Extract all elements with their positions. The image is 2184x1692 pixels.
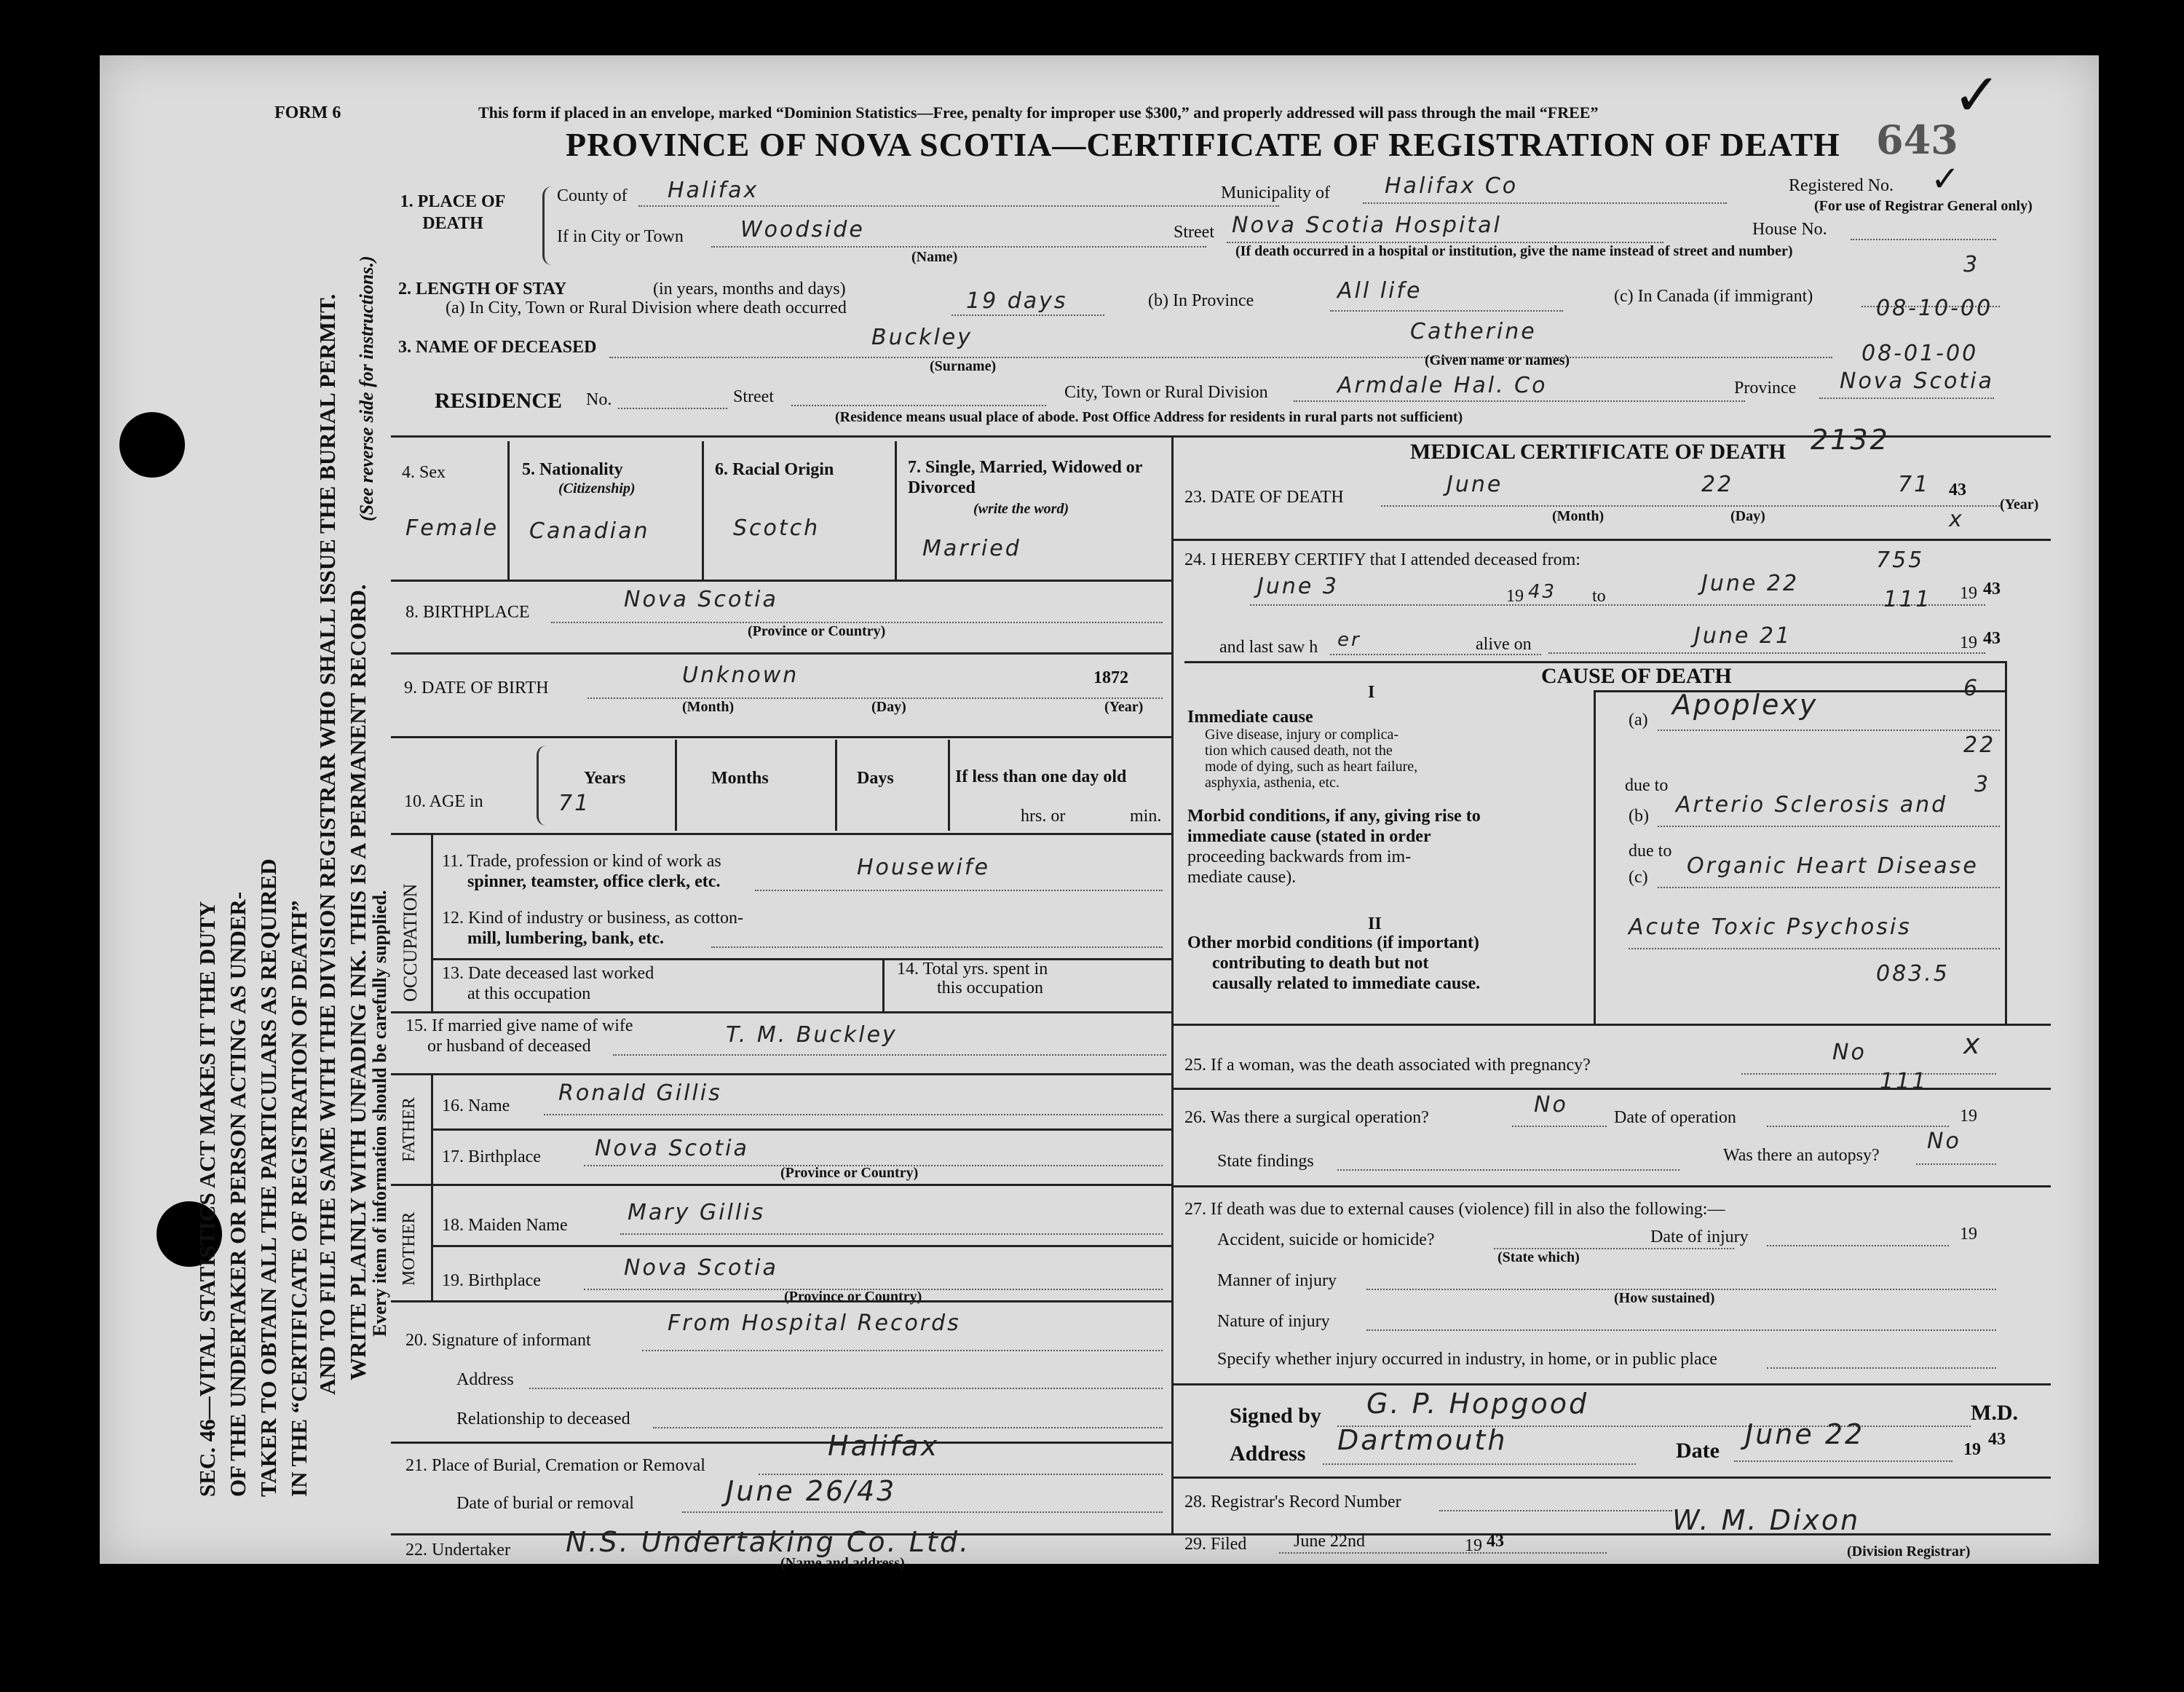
residence-province-label: Province [1734, 379, 1797, 398]
check-mark: ✓ [1952, 61, 2002, 129]
death-x-mark: x [1949, 507, 1964, 532]
cause-a-label: (a) [1629, 711, 1648, 730]
father-birthplace-value: Nova Scotia [595, 1136, 749, 1161]
other-morbid-label-1: Other morbid conditions (if important) [1187, 933, 1479, 952]
code-083-5: 083.5 [1876, 961, 1950, 987]
informant-relationship-label: Relationship to deceased [456, 1410, 630, 1428]
informant-value: From Hospital Records [668, 1310, 961, 1336]
attended-to-label: to [1592, 587, 1606, 606]
age-years-label: Years [584, 769, 626, 788]
cause-heading: CAUSE OF DEATH [1541, 664, 1732, 688]
death-day-note: (Day) [1730, 508, 1765, 524]
signed-by-label: Signed by [1230, 1404, 1321, 1428]
city-name-note: (Name) [911, 249, 958, 265]
length-of-stay-note: (in years, months and days) [653, 280, 846, 299]
racial-origin-label: 6. Racial Origin [715, 460, 834, 479]
q27-label: 27. If death was due to external causes (violence) fill in also the following:— [1184, 1200, 1725, 1219]
marital-label: 7. Single, Married, Widowed or Divorced [908, 458, 1143, 497]
last-saw-label: and last saw h [1219, 638, 1318, 657]
immediate-note-3: mode of dying, such as heart failure, [1205, 759, 1418, 775]
undertaker-label: 22. Undertaker [405, 1541, 510, 1559]
q26-autopsy-label: Was there an autopsy? [1723, 1146, 1880, 1165]
spouse-value: T. M. Buckley [726, 1022, 898, 1048]
spouse-label-b: or husband of deceased [427, 1037, 591, 1056]
attended-to-19: 19 [1960, 584, 1977, 603]
side-text-4: IN THE “CERTIFICATE OF REGISTRATION OF DEATH” [286, 900, 312, 1497]
signed-md: M.D. [1971, 1401, 2018, 1425]
side-text-7: Every item of information should be carefully supplied. [369, 890, 390, 1337]
q26-state-label: State findings [1217, 1152, 1314, 1171]
last-saw-pronoun: er [1337, 629, 1361, 651]
other-morbid-label-3: causally related to immediate cause. [1212, 974, 1481, 993]
stay-city-value: 19 days [966, 288, 1068, 314]
q27-manner-label: Manner of injury [1217, 1271, 1337, 1290]
stay-province-label: (b) In Province [1148, 291, 1254, 310]
sex-label: 4. Sex [402, 463, 446, 482]
mother-birthplace-note: (Province or Country) [784, 1289, 922, 1305]
immediate-note-1: Give disease, injury or complica- [1205, 727, 1399, 743]
numeral-1: I [1368, 683, 1375, 702]
father-name-value: Ronald Gillis [558, 1080, 722, 1106]
house-no-label: House No. [1752, 220, 1827, 239]
postal-notice: This form if placed in an envelope, marked “Dominion Statistics—Free, penalty for improper use $300,” and properly addressed will pass through the mail “FREE” [478, 103, 1599, 122]
q27-nature-label: Nature of injury [1217, 1312, 1330, 1331]
q26-value: No [1534, 1092, 1568, 1118]
registered-no-label: Registered No. [1789, 176, 1894, 195]
attended-to-value: June 22 [1701, 571, 1800, 596]
stay-province-value: All life [1337, 278, 1423, 304]
marital-value: Married [922, 536, 1021, 561]
street-value: Nova Scotia Hospital [1232, 213, 1502, 238]
code-22: 22 [1963, 732, 1996, 758]
registrar-note: (For use of Registrar General only) [1814, 198, 2033, 214]
signature-date-label: Date [1676, 1439, 1720, 1463]
q27-specify-label: Specify whether injury occurred in industry, in home, or in public place [1217, 1350, 1717, 1369]
side-text-5: AND TO FILE THE SAME WITH THE DIVISION REGISTRAR WHO SHALL ISSUE THE BURIAL PERMIT. [314, 293, 340, 1395]
numeral-2: II [1368, 914, 1382, 933]
age-label: 10. AGE in [404, 792, 483, 811]
mother-maiden-value: Mary Gillis [628, 1200, 766, 1225]
age-min-label: min. [1130, 807, 1162, 826]
last-saw-year: 43 [1983, 629, 2001, 648]
immediate-cause-label: Immediate cause [1187, 708, 1313, 727]
registrar-record-label: 28. Registrar's Record Number [1184, 1493, 1401, 1511]
code-6: 6 [1963, 676, 1980, 701]
racial-origin-value: Scotch [733, 515, 820, 541]
dob-year-note: (Year) [1104, 699, 1144, 715]
mother-side-label: MOTHER [400, 1211, 419, 1286]
informant-address-label: Address [456, 1370, 514, 1389]
code-3-cause: 3 [1974, 772, 1991, 797]
side-text-8: (See reverse side for instructions.) [356, 256, 377, 521]
signed-by-value: G. P. Hopgood [1366, 1388, 1589, 1420]
dob-year-value: 1872 [1093, 668, 1128, 687]
filed-year: 43 [1487, 1532, 1504, 1551]
county-value: Halifax [668, 178, 759, 203]
birthplace-label: 8. BIRTHPLACE [405, 603, 530, 622]
alive-on-label: alive on [1476, 635, 1532, 654]
marital-note: (write the word) [973, 501, 1069, 517]
age-hrs-label: hrs. or [1021, 807, 1066, 826]
occupation-side-label: OCCUPATION [400, 883, 421, 1002]
county-label: County of [557, 186, 628, 205]
length-of-stay-label: 2. LENGTH OF STAY [398, 280, 567, 299]
code-2132: 2132 [1811, 424, 1890, 456]
q14-label-a: 14. Total yrs. spent in [897, 960, 1048, 979]
residence-street-label: Street [733, 387, 774, 406]
birthplace-value: Nova Scotia [624, 587, 778, 612]
residence-label: RESIDENCE [435, 389, 563, 413]
signature-address-label: Address [1230, 1442, 1306, 1466]
immediate-note-2: tion which caused death, not the [1205, 743, 1393, 759]
code-755: 755 [1876, 547, 1925, 573]
filed-19: 19 [1465, 1536, 1482, 1555]
morbid-label-1: Morbid conditions, if any, giving rise to [1187, 807, 1481, 826]
burial-place-value: Halifax [828, 1430, 940, 1462]
q26-date-label: Date of operation [1614, 1108, 1736, 1127]
stay-city-label: (a) In City, Town or Rural Division where death occurred [446, 299, 847, 317]
municipality-value: Halifax Co [1385, 173, 1519, 199]
signature-date-value: June 22 [1745, 1418, 1865, 1450]
attended-from-year: 43 [1528, 581, 1557, 603]
city-label: If in City or Town [557, 227, 684, 246]
side-text-2: OF THE UNDERTAKER OR PERSON ACTING AS UNDER- [225, 891, 250, 1497]
q26-19: 19 [1960, 1107, 1977, 1126]
stay-canada-label: (c) In Canada (if immigrant) [1614, 287, 1813, 306]
mother-birthplace-value: Nova Scotia [624, 1255, 778, 1281]
mother-birthplace-label: 19. Birthplace [442, 1271, 541, 1290]
q27-date-of-injury-label: Date of injury [1650, 1228, 1749, 1246]
nationality-label: 5. Nationality [522, 460, 623, 479]
morbid-label-4: mediate cause). [1187, 868, 1297, 887]
cause-a-value: Apoplexy [1672, 689, 1819, 721]
age-years-value: 71 [558, 791, 591, 816]
age-less-label: If less than one day old [955, 767, 1127, 786]
sex-value: Female [405, 515, 499, 541]
deceased-surname: Buckley [871, 325, 973, 350]
dob-month-value: Unknown [682, 663, 799, 688]
q25-x-mark: x [1963, 1028, 1982, 1060]
q14-label-b: this occupation [937, 979, 1043, 997]
marks-111: 111 [1883, 587, 1932, 612]
q26-autopsy-value: No [1927, 1128, 1961, 1154]
last-saw-value: June 21 [1694, 623, 1792, 649]
other-morbid-label-2: contributing to death but not [1212, 954, 1429, 973]
residence-city-label: City, Town or Rural Division [1064, 383, 1268, 402]
undertaker-value: N.S. Undertaking Co. Ltd. [566, 1526, 971, 1558]
q27-19: 19 [1960, 1225, 1977, 1244]
death-month-value: June [1447, 472, 1503, 497]
informant-label: 20. Signature of informant [405, 1331, 591, 1350]
burial-date-value: June 26/43 [726, 1475, 897, 1507]
father-side-label: FATHER [400, 1097, 419, 1162]
due-to-label-2: due to [1629, 842, 1672, 861]
q12-label-b: mill, lumbering, bank, etc. [467, 929, 665, 948]
filed-value: June 22nd [1294, 1532, 1365, 1551]
cause-c-value: Organic Heart Disease [1687, 853, 1979, 879]
q26-label: 26. Was there a surgical operation? [1184, 1108, 1429, 1127]
q11-label-a: 11. Trade, profession or kind of work as [442, 852, 721, 871]
nationality-note: (Citizenship) [558, 481, 636, 497]
code-08-10-00: 08-10-00 [1876, 296, 1993, 321]
death-year-note: (Year) [2000, 497, 2039, 513]
father-name-label: 16. Name [442, 1096, 510, 1115]
dob-month-note: (Month) [682, 699, 735, 715]
nationality-value: Canadian [529, 518, 650, 544]
age-months-label: Months [711, 769, 769, 788]
medical-heading: MEDICAL CERTIFICATE OF DEATH [1410, 440, 1786, 464]
filed-label: 29. Filed [1184, 1535, 1247, 1554]
spouse-label-a: 15. If married give name of wife [405, 1016, 633, 1035]
form-title: PROVINCE OF NOVA SCOTIA—CERTIFICATE OF REGISTRATION OF DEATH [566, 126, 1840, 163]
father-birthplace-label: 17. Birthplace [442, 1147, 541, 1166]
division-registrar-signature: W. M. Dixon [1672, 1504, 1861, 1536]
code-3: 3 [1963, 252, 1980, 277]
attended-from-value: June 3 [1257, 574, 1339, 599]
residence-city-value: Armdale Hal. Co [1337, 373, 1548, 398]
city-value: Woodside [740, 217, 865, 242]
registered-no-value: ✓ [1931, 159, 1961, 199]
attended-to-year: 43 [1983, 580, 2001, 598]
date-of-death-label: 23. DATE OF DEATH [1184, 488, 1344, 507]
signature-year: 43 [1988, 1430, 2006, 1449]
side-text-6: WRITE PLAINLY WITH UNFADING INK. THIS IS A PERMANENT RECORD. [345, 584, 371, 1380]
death-year-value: 43 [1949, 481, 1966, 499]
burial-place-label: 21. Place of Burial, Cremation or Removal [405, 1456, 705, 1475]
cause-c-label: (c) [1629, 868, 1648, 887]
cause-b-label: (b) [1629, 807, 1649, 826]
q25-marks: 111 [1880, 1069, 1928, 1094]
q11-label-b: spinner, teamster, office clerk, etc. [467, 872, 721, 891]
q27-state-which: (State which) [1497, 1249, 1580, 1265]
morbid-label-3: proceeding backwards from im- [1187, 847, 1412, 866]
other-morbid-value: Acute Toxic Psychosis [1629, 914, 1912, 940]
dob-label: 9. DATE OF BIRTH [404, 679, 549, 697]
death-month-note: (Month) [1552, 508, 1605, 524]
birthplace-note: (Province or Country) [748, 623, 886, 639]
death-year-prefix: 71 [1898, 472, 1931, 497]
immediate-note-4: asphyxia, asthenia, etc. [1205, 775, 1340, 791]
age-days-label: Days [857, 769, 894, 788]
signature-address-value: Dartmouth [1337, 1424, 1508, 1456]
cause-b-value: Arterio Sclerosis and [1676, 792, 1948, 818]
q27-accident-label: Accident, suicide or homicide? [1217, 1230, 1435, 1249]
punch-hole-top [119, 412, 185, 478]
morbid-label-2: immediate cause (stated in order [1187, 827, 1431, 846]
father-birthplace-note: (Province or Country) [780, 1165, 919, 1181]
q27-how-sustained: (How sustained) [1614, 1290, 1715, 1306]
burial-date-label: Date of burial or removal [456, 1494, 634, 1513]
q25-label: 25. If a woman, was the death associated with pregnancy? [1184, 1056, 1591, 1075]
surname-note: (Surname) [930, 358, 997, 374]
q13-label-a: 13. Date deceased last worked [442, 964, 654, 983]
mother-maiden-label: 18. Maiden Name [442, 1216, 568, 1235]
form-number: FORM 6 [274, 103, 341, 122]
due-to-label-1: due to [1625, 776, 1669, 795]
deceased-name-label: 3. NAME OF DECEASED [398, 338, 597, 357]
undertaker-name-address-note: (Name and address) [780, 1555, 905, 1571]
attended-from-19: 19 [1506, 587, 1524, 606]
side-text-1: SEC. 46—VITAL STATISTICS ACT MAKES IT THE DUTY [194, 901, 220, 1497]
q11-value: Housewife [857, 855, 990, 880]
institution-note: (If death occurred in a hospital or institution, give the name instead of street and number) [1235, 243, 1793, 259]
q25-value: No [1832, 1040, 1867, 1065]
given-note: (Given name or names) [1425, 352, 1570, 368]
q13-label-b: at this occupation [467, 984, 591, 1003]
certificate-paper [100, 55, 2099, 1564]
side-text-3: TAKER TO OBTAIN ALL THE PARTICULARS AS REQUIRED [256, 858, 281, 1497]
signature-19: 19 [1963, 1440, 1981, 1459]
certificate-number: 643 [1876, 116, 1958, 163]
residence-note: (Residence means usual place of abode. Post Office Address for residents in rural parts not sufficient) [835, 409, 1463, 425]
municipality-label: Municipality of [1221, 183, 1330, 202]
residence-no-label: No. [586, 390, 612, 409]
residence-province-value: Nova Scotia [1840, 368, 1994, 394]
deceased-given: Catherine [1410, 319, 1537, 344]
last-saw-19: 19 [1960, 633, 1977, 652]
dob-day-note: (Day) [871, 699, 906, 715]
death-day-value: 22 [1701, 472, 1734, 497]
q12-label-a: 12. Kind of industry or business, as cotton- [442, 909, 743, 928]
division-registrar-note: (Division Registrar) [1847, 1543, 1971, 1559]
code-08-01-00: 08-01-00 [1861, 341, 1979, 366]
street-label: Street [1174, 223, 1214, 242]
place-of-death-label: 1. PLACE OF DEATH [400, 192, 506, 233]
certify-label: 24. I HEREBY CERTIFY that I attended deceased from: [1184, 550, 1580, 569]
